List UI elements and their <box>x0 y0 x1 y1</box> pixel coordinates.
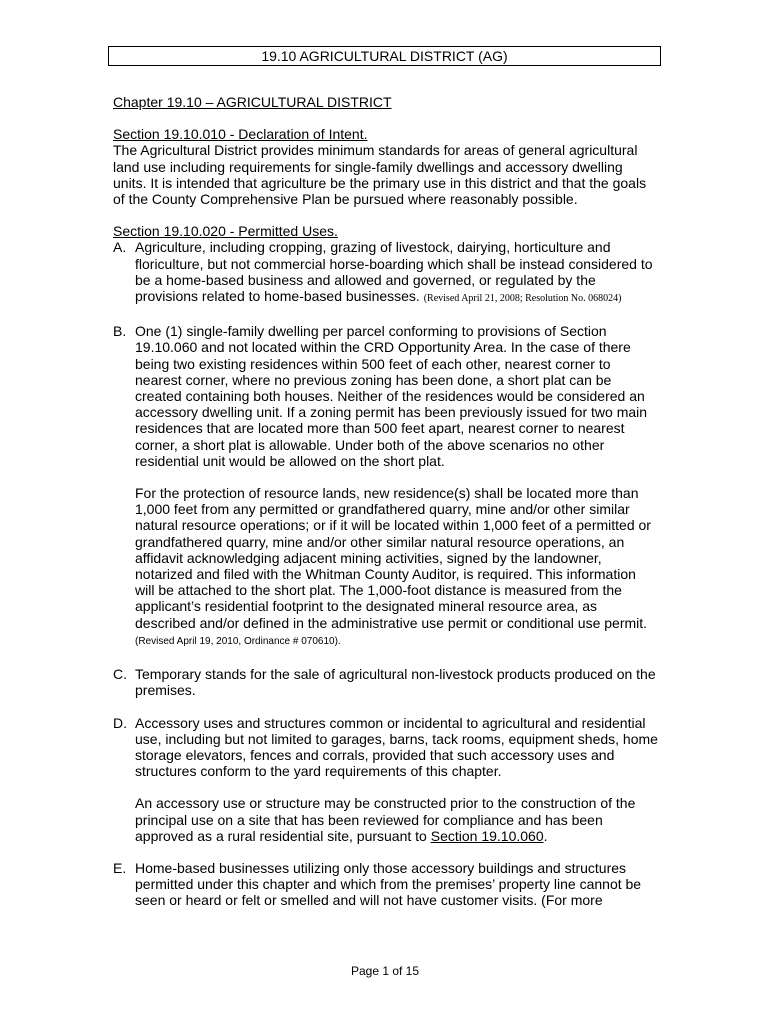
item-b-paragraph-2 <box>113 485 658 650</box>
list-item-b <box>113 323 658 469</box>
item-text: Accessory uses and structures common or incidental to agricultural and residential use, including but not limited to garages, barns, tack rooms, equipment sheds, home storage elevators, fences and corrals, provided that such accessory uses and structures conform to the yard requirements of this chapter. <box>135 714 658 780</box>
item-label: B. <box>113 323 127 340</box>
item-d-paragraph-2 <box>113 795 658 844</box>
document-title: 19.10 AGRICULTURAL DISTRICT (AG) <box>108 46 661 66</box>
item-d-para2-text: An accessory use or structure may be constructed prior to the construction of the principal use on a site that has been reviewed for compliance and has been approved as a rural residential site, pursuant to <box>135 795 636 844</box>
item-d-para2-end: . <box>543 827 548 844</box>
list-item-d <box>113 715 658 780</box>
list-item-e <box>113 860 658 909</box>
list-item-c <box>113 666 658 698</box>
revision-note: (Revised April 19, 2010, Ordinance # 070610). <box>135 635 341 647</box>
item-text: One (1) single-family dwelling per parcel conforming to provisions of Section 19.10.060 and not located within the CRD Opportunity Area. In the case of there being two existing residences within 500 feet of each other, nearest corner to nearest corner, where no previous zoning has been done, a short plat can be created containing both houses. Neither of the residences would be considered an accessory dwelling unit. If a zoning permit has been previously issued for two main residences that are located more than 500 feet apart, nearest corner to nearest corner, a short plat is allowable. Under both of the above scenarios no other residential unit would be allowed on the short plat. <box>135 323 648 469</box>
document-content <box>113 94 658 909</box>
item-label: C. <box>113 666 127 683</box>
item-b-para2-text: For the protection of resource lands, new residence(s) shall be located more than 1,000 feet from any permitted or grandfathered quarry, mine and/or other similar natural resource operations; or if it will be located within 1,000 feet of a permitted or grandfathered quarry, mine and/or other similar natural resource operations, an affidavit acknowledging adjacent mining activities, signed by the landowner, notarized and filed with the Whitman County Auditor, is required. This information will be attached to the short plat. The 1,000-foot distance is measured from the applicant’s residential footprint to the designated mineral resource area, as described and/or defined in the administrative use permit or conditional use permit. <box>135 485 651 631</box>
item-text: Agriculture, including cropping, grazing of livestock, dairying, horticulture and floriculture, but not commercial horse-boarding which shall be instead considered to be a home-based business and allowed and governed, or regulated by the provisions related to home-based businesses. <box>135 239 653 305</box>
item-label: D. <box>113 714 127 731</box>
chapter-heading: Chapter 19.10 – AGRICULTURAL DISTRICT <box>113 94 392 110</box>
item-text: Home-based businesses utilizing only those accessory buildings and structures permitted under this chapter and which from the premises’ property line cannot be seen or heard or felt or smelled and will not have customer visits. (For more <box>135 859 642 909</box>
section-010-heading: Section 19.10.010 - Declaration of Intent. <box>113 126 368 143</box>
revision-note: (Revised April 21, 2008; Resolution No. 068024) <box>423 293 622 305</box>
section-020-heading: Section 19.10.020 - Permitted Uses. <box>113 223 338 240</box>
item-label: A. <box>113 239 127 256</box>
item-label: E. <box>113 859 127 876</box>
list-item-a <box>113 239 658 307</box>
page-number: Page 1 of 15 <box>350 964 420 978</box>
section-010-body: The Agricultural District provides minimum standards for areas of general agricultural land use including requirements for single-family dwellings and accessory dwelling units. It is intended that agriculture be the primary use in this district and that the goals of the County Comprehensive Plan be pursued where reasonably possible. <box>113 142 647 208</box>
section-link[interactable]: Section 19.10.060 <box>430 827 544 844</box>
item-text: Temporary stands for the sale of agricultural non-livestock products produced on the premises. <box>135 666 656 699</box>
